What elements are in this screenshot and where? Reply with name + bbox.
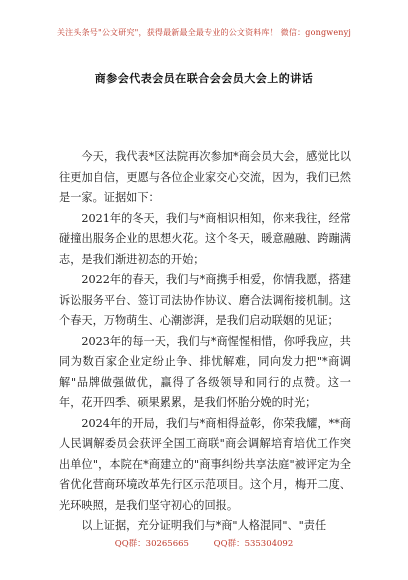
qq-group-2: QQ群：535304092 (213, 539, 294, 549)
paragraph-2: 2021年的冬天，我们与*商相识相知，你来我往，经常碰撞出服务企业的思想火花。这个冬天，暖意融融、跨蹦满志，是我们渐进初态的开始； (59, 211, 351, 266)
header-promo-note: 关注头条号"公文研究"，获得最新最全最专业的公文资料库！ 微信：gongwenyj (56, 28, 352, 37)
paragraph-4: 2023年的每一天，我们与*商惺惺相惜，你呼我应，共同为数百家企业定纷止争、排忧解难，同向发力把"*商调解"品牌做强做优，赢得了各级领导和同行的点赞。这一年，花开四季、硕果累累，是我们怀胎分娩的时光； (59, 334, 351, 409)
document-title: 商参会代表会员在联合会会员大会上的讲话 (94, 72, 314, 85)
paragraph-3: 2022年的春天，我们与*商携手相爱，你情我愿，搭建诉讼服务平台、签订司法协作协议、磨合法调衔接机制。这个春天，万物萌生、心潮澎湃，是我们启动联姻的见证； (59, 273, 351, 327)
paragraph-5: 2024年的开局，我们与*商相得益彰，你荣我耀，**商人民调解委员会获评全国工商联"商会调解培育培优工作突出单位"，本院在*商建立的"商事纠纷共享法庭"被评定为全省优化营商环境改革先行区示范项目。这个月，梅开二度、光环映照，是我们坚守初心的回报。 (59, 416, 351, 512)
paragraph-1: 今天，我代表*区法院再次参加*商会员大会，感觉比以往更加自信，更愿与各位企业家交心交流，因为，我们已然是一家。证据如下： (59, 150, 351, 204)
paragraph-6: 以上证据，充分证明我们与*商"人格混同"、"责任 (81, 519, 327, 532)
qq-group-1: QQ群：30265665 (114, 539, 189, 549)
footer-qq-groups (0, 537, 408, 549)
document-body (59, 147, 351, 537)
